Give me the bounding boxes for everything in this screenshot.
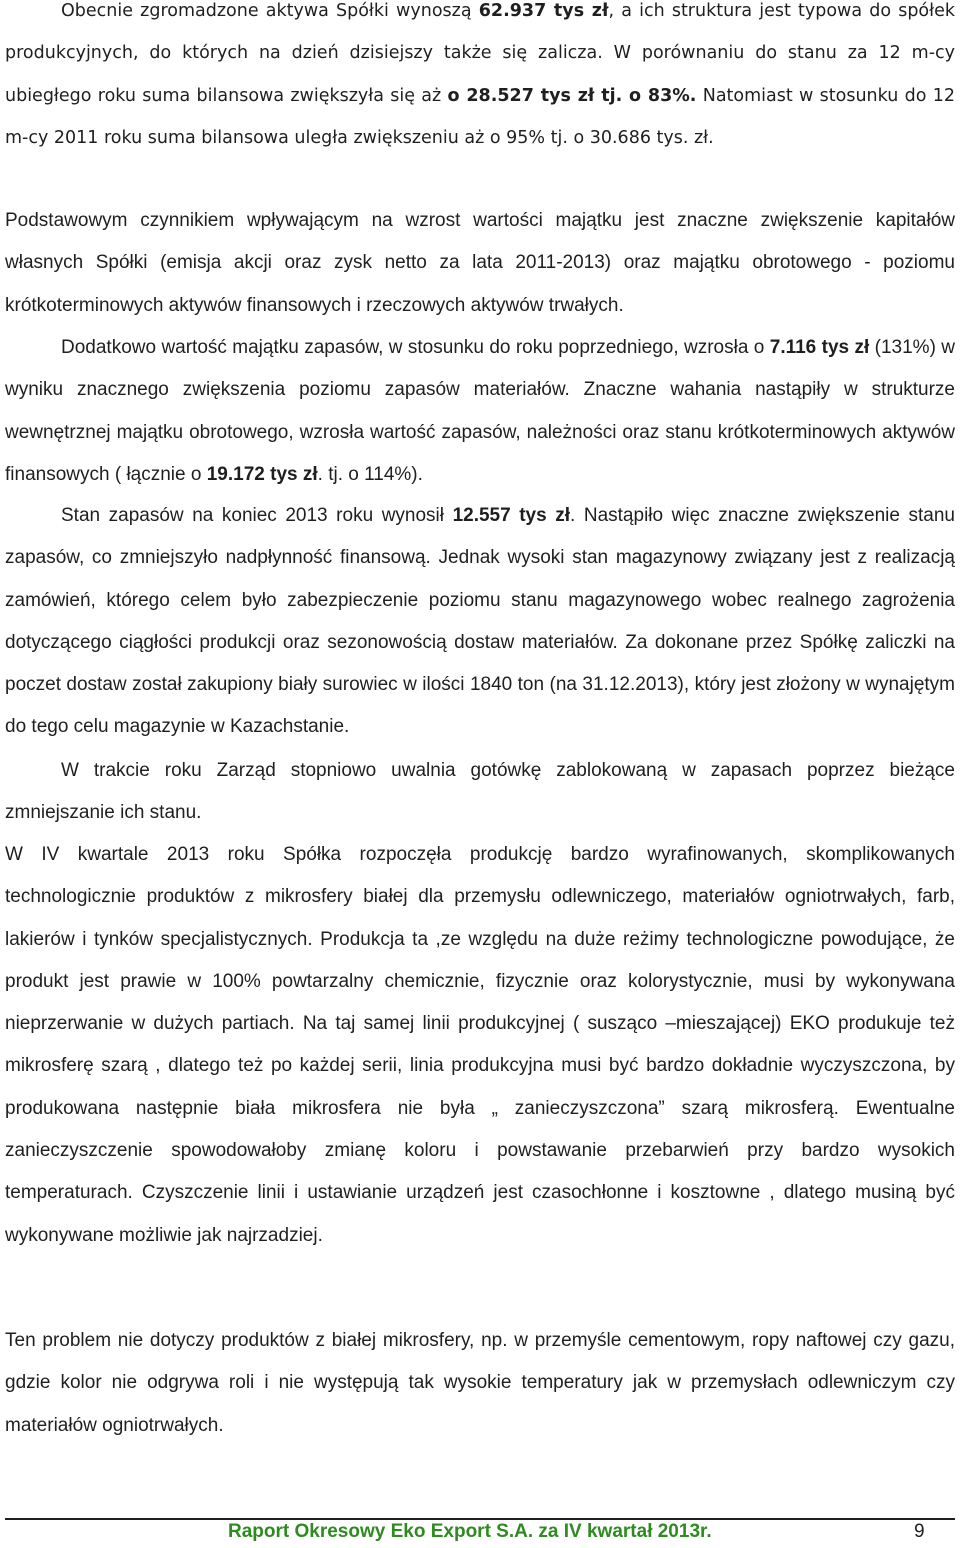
paragraph-inventory-value [5,327,955,496]
text-run: Ten problem nie dotyczy produktów z białej mikrosfery, np. w przemyśle cementowym, ropy naftowej czy gazu, gdzie kolor nie odgrywa roli i nie występują tak wysokie temperatury jak w przemysłach odlewniczym czy materiałów ogniotrwałych. [5,1330,955,1436]
bold-figure: 62.937 tys zł [478,1,609,21]
bold-figure: 19.172 tys zł [206,463,318,485]
text-run: Dodatkowo wartość majątku zapasów, w stosunku do roku poprzedniego, wzrosła o [61,337,770,358]
text-run: . Nastąpiło więc znaczne zwiększenie stanu zapasów, co zmniejszyło nadpłynność finansową. Jednak wysoki stan magazynowy związany jest z realizacją zamówień, którego celem było zabezpieczenie poziomu stanu magazynowego wobec realnego zagrożenia dotyczącego ciągłości produkcji oraz sezonowością dostaw materiałów. Za dokonane przez Spółkę zaliczki na poczet dostaw został zakupiony biały surowiec w ilości 1840 ton (na 31.12.2013), który jest złożony w wynajętym do tego celu magazynie w Kazachstanie. [5,505,955,738]
text-run: Obecnie zgromadzone aktywa Spółki wynoszą [61,1,479,21]
paragraph-growth-factors [5,200,955,327]
paragraph-cash-release [5,750,955,835]
paragraph-assets [5,0,955,159]
text-run: . tj. o 114%). [317,463,423,485]
bold-figure: 7.116 tys zł [769,337,870,358]
page-footer [0,1521,960,1548]
page-number: 9 [914,1521,925,1542]
text-run: (131%) w wyniku znacznego zwiększenia poziomu zapasów materiałów. Znaczne wahania nastąpiły w strukturze wewnętrznej majątku obrotowego, wzrosła wartość zapasów, należności oraz stanu krótkoterminowych aktywów finansowych ( łącznie o [5,337,956,485]
text-run: W IV kwartale 2013 roku Spółka rozpoczęła produkcję bardzo wyrafinowanych, skomplikowanych technologicznie produktów z mikrosfery białej dla przemysłu odlewniczego, materiałów ogniotrwałych, farb, lakierów i tynków specjalistycznych. Produkcja ta ,ze względu na duże reżimy technologiczne powodujące, że produkt jest prawie w 100% powtarzalny chemicznie, fizycznie oraz kolorystycznie, musi by wykonywana nieprzerwanie w dużych partiach. Na taj samej linii produkcyjnej ( susząco –mieszającej) EKO produkuje też mikrosferę szarą , dlatego też po każdej serii, linia produkcyjna musi być bardzo dokładnie wyczyszczona, by produkowana następnie biała mikrosfera nie była „ zanieczyszczona” szarą mikrosferą. Ewentualne zanieczyszczenie spowodowałoby zmianę koloru i powstawanie przebarwień przy bardzo wysokich temperaturach. Czyszczenie linii i ustawianie urządzeń jest czasochłonne i kosztowne , dlatego musiną być wykonywane możliwie jak najrzadziej. [5,844,955,1246]
paragraph-inventory-state [5,495,955,749]
bold-figure: o 28.527 tys zł tj. o 83%. [447,85,697,106]
bold-figure: 12.557 tys zł [452,505,571,526]
text-run: , a ich struktura jest typowa do spółek produkcyjnych, do których na dzień dzisiejszy także się zalicza. W porównaniu do stanu za 12 m-cy ubiegłego roku suma bilansowa zwiększyła się aż [5,1,956,106]
text-run: Podstawowym czynnikiem wpływającym na wzrost wartości majątku jest znaczne zwiększenie kapitałów własnych Spółki (emisja akcji oraz zysk netto za lata 2011-2013) oraz majątku obrotowego - poziomu krótkoterminowych aktywów finansowych i rzeczowych aktywów trwałych. [5,210,955,316]
paragraph-production [5,834,955,1257]
text-run: Stan zapasów na koniec 2013 roku wynosił [61,505,453,526]
text-run: W trakcie roku Zarząd stopniowo uwalnia gotówkę zablokowaną w zapasach poprzez bieżące zmniejszanie ich stanu. [5,760,955,824]
footer-report-title: Raport Okresowy Eko Export S.A. za IV kwartał 2013r. [228,1521,712,1542]
paragraph-white-microsphere [5,1320,955,1447]
text-run: Natomiast w stosunku do 12 m-cy 2011 roku suma bilansowa uległa zwiększeniu aż o 95% tj. o 30.686 tys. zł. [5,85,955,148]
footer-divider [5,1518,955,1520]
